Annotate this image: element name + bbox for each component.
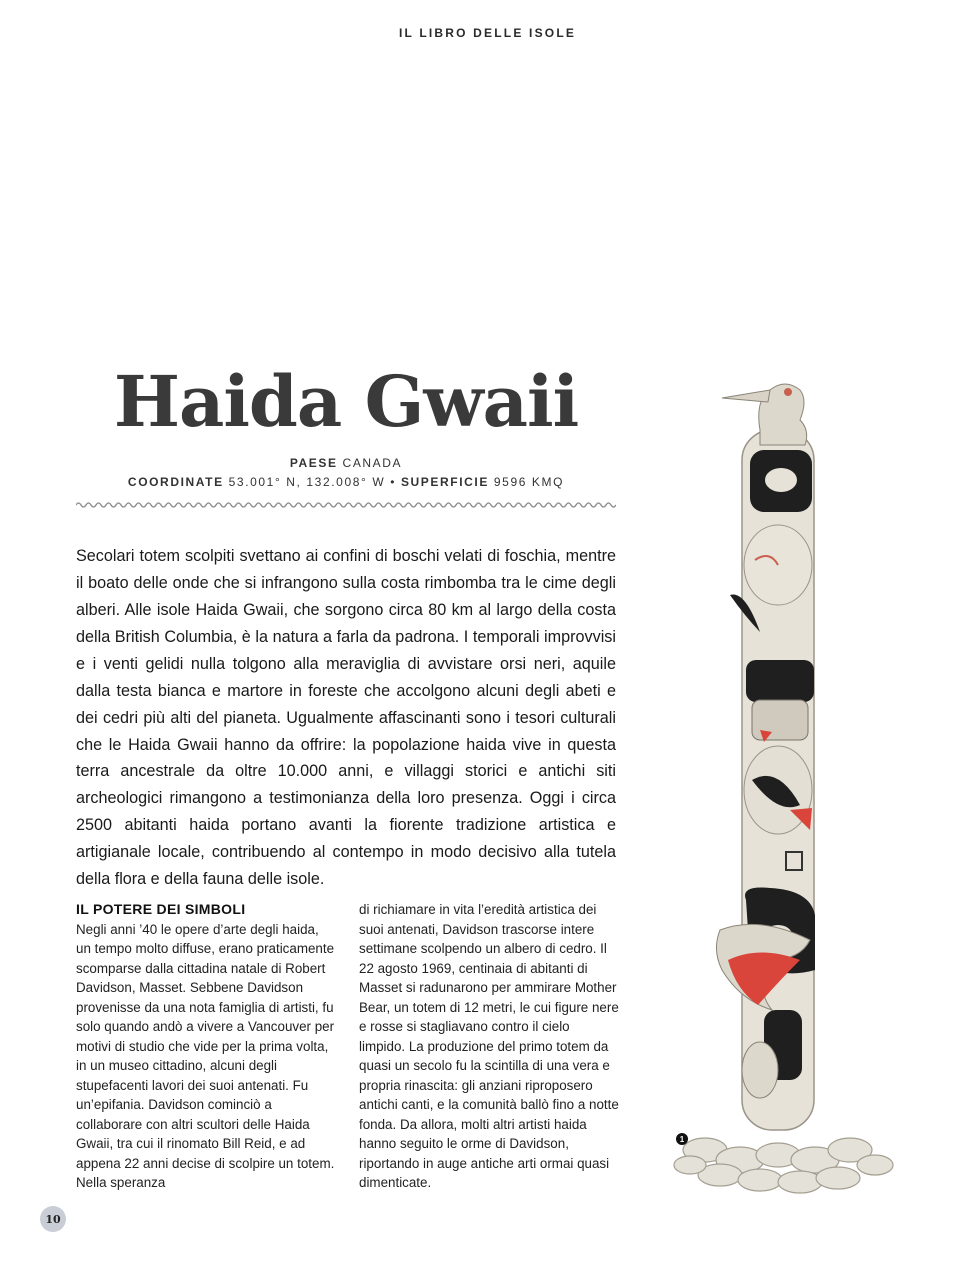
meta-separator: •	[390, 475, 396, 489]
country-value: CANADA	[342, 456, 403, 470]
page-number: 10	[40, 1206, 66, 1232]
coordinates-meta	[76, 475, 616, 489]
coordinates-label: COORDINATE	[127, 475, 224, 489]
column-1-text: Negli anni ’40 le opere d’arte degli haida, un tempo molto diffuse, erano praticamente scomparse dalla cittadina natale di Robert Davidson, Masset. Sebbene Davidson provenisse da una nota famiglia di artisti, fu solo quando andò a vivere a Vancouver per motivi di studio che vide per la prima volta, in un museo cittadino, alcuni degli stupefacenti lavori dei suoi antenati. Fu un’epifania. Davidson cominciò a collaborare con altri scultori delle Haida Gwaii, tra cui il rinomato Bill Reid, e ad appena 22 anni decise di scolpire un totem. Nella speranza	[76, 921, 335, 1190]
section-heading: IL POTERE DEI SIMBOLI	[76, 901, 246, 917]
running-header: IL LIBRO DELLE ISOLE	[398, 26, 577, 40]
illustration-marker: 1	[676, 1133, 688, 1145]
body-column-2	[359, 900, 619, 1193]
intro-paragraph: Secolari totem scolpiti svettano ai confini di boschi velati di foschia, mentre il boato delle onde che si infrangono sulla costa rimbomba tra le cime degli alberi. Alle isole Haida Gwaii, che sorgono circa 80 km al largo della costa della British Columbia, è la natura a farla da padrona. I temporali improvvisi e i venti gelidi nulla tolgono alla meraviglia di avvistare orsi neri, aquile dalla testa bianca e martore in foreste che accolgono alcuni degli abeti e dei cedri più alti del pianeta. Ugualmente affascinanti sono i tesori culturali che le Haida Gwaii hanno da offrire: la popolazione haida vive in questa terra ancestrale da oltre 10.000 anni, e villaggi storici e antichi siti archeologici rimangono a testimonianza della loro presenza. Oggi i circa 2500 abitanti haida portano avanti la fiorente tradizione artistica e artigianale locale, contribuendo al contempo in modo decisivo alla tutela della flora e della fauna delle isole.	[76, 547, 616, 889]
country-label: PAESE	[289, 456, 338, 470]
area-label: SUPERFICIE	[400, 475, 489, 489]
wavy-divider	[76, 498, 616, 512]
coordinates-value: 53.001° N, 132.008° W	[228, 475, 386, 489]
column-2-text: di richiamare in vita l’eredità artistica dei suoi antenati, Davidson trascorse intere settimane scolpendo un albero di cedro. Il 22 agosto 1969, centinaia di abitanti di Masset si radunarono per ammirare Mother Bear, un totem di 12 metri, le cui figure nere e rosse si stagliavano contro il cielo limpido. La produzione del primo totem da quasi un secolo fu la scintilla di una vera e propria rinascita: gli anziani riproposero antichi canti, e la comunità ballò fino a notte fonda. Da allora, molti altri artisti haida hanno seguito le orme di Davidson, riportando in auge antiche arti ormai quasi dimenticate.	[359, 902, 619, 1190]
area-value: 9596 KMQ	[493, 475, 565, 489]
country-meta	[76, 456, 616, 470]
body-column-1	[76, 900, 336, 1193]
totem-pole-illustration	[660, 370, 920, 1200]
page-title: Haida Gwaii	[113, 360, 579, 443]
